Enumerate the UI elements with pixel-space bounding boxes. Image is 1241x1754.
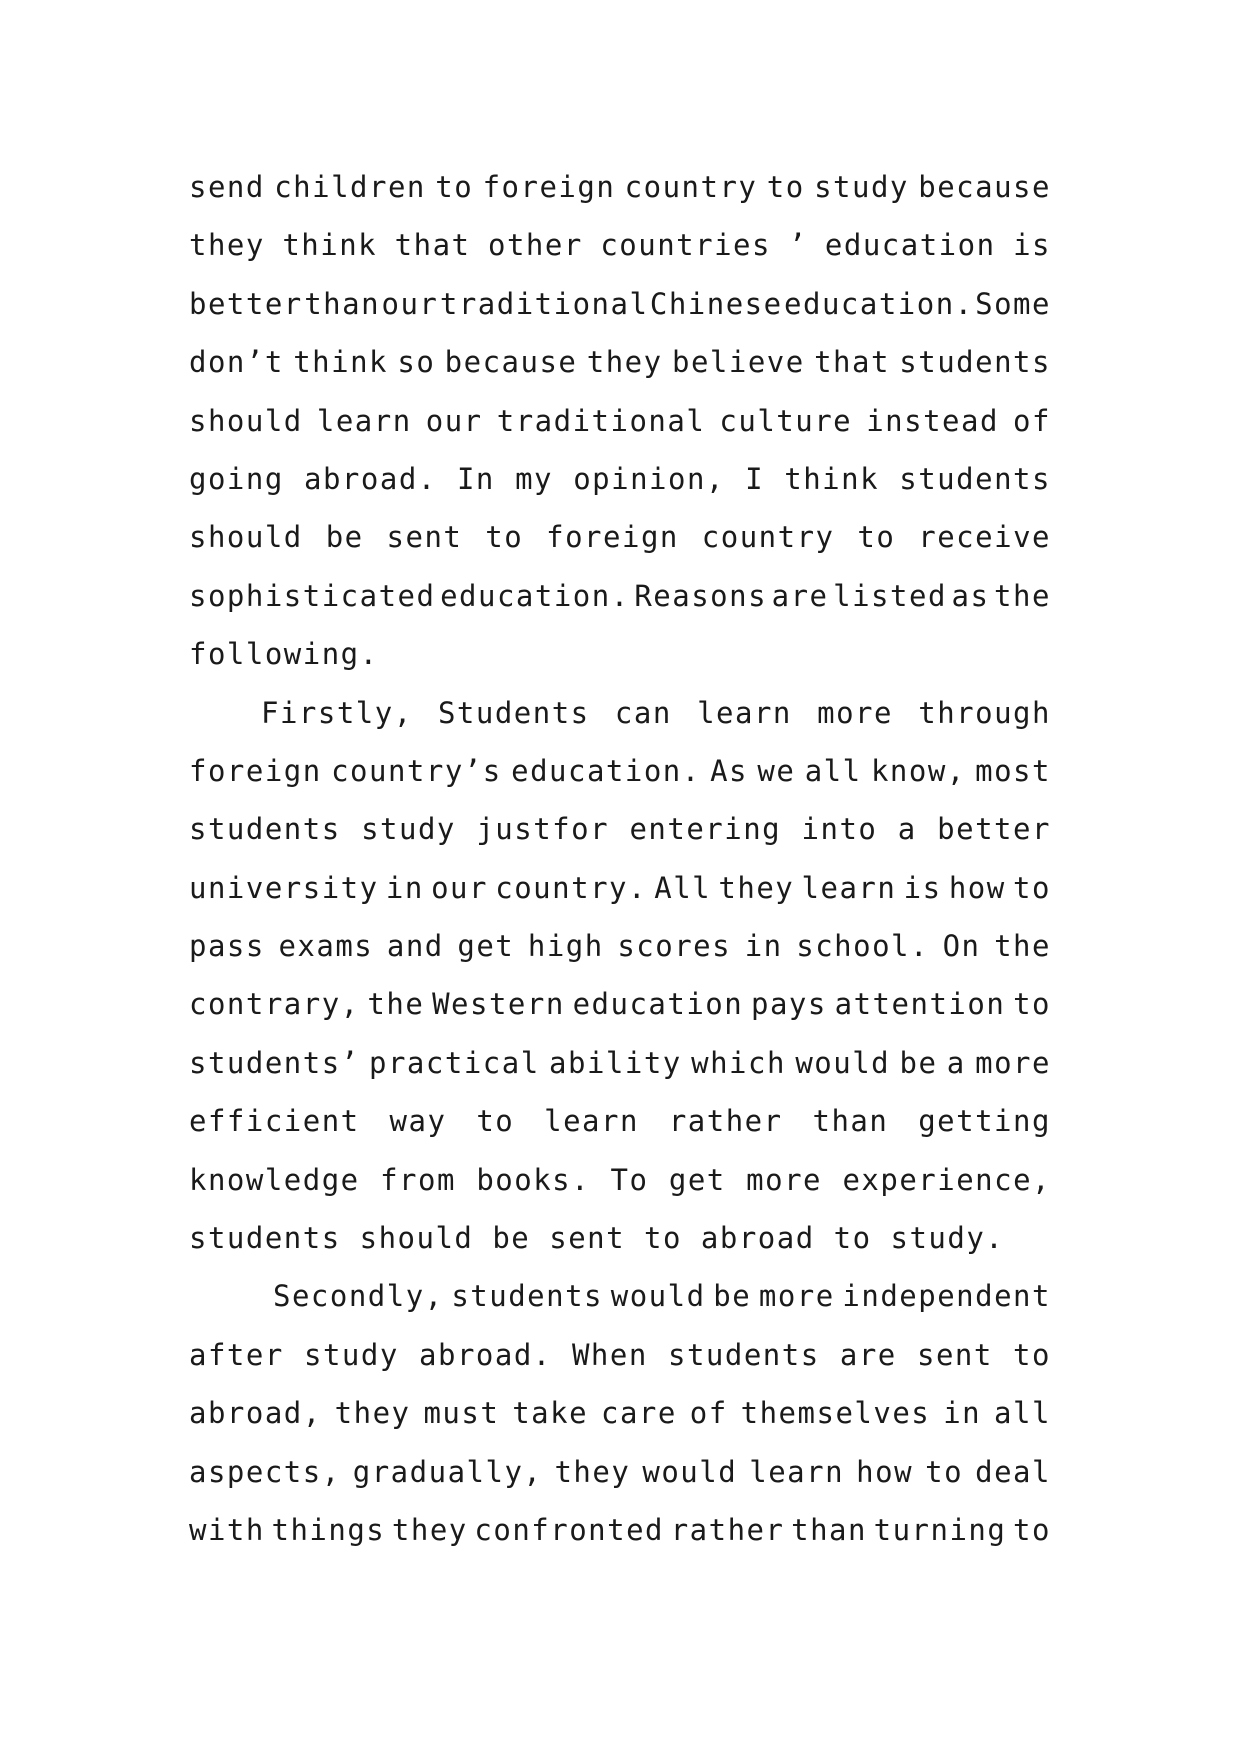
word: gradually,	[352, 1454, 543, 1489]
word: Reasons	[634, 578, 768, 613]
text-line	[189, 859, 1051, 917]
word: experience,	[842, 1162, 1051, 1197]
word: would	[642, 1454, 738, 1489]
word: our	[381, 286, 439, 321]
word: Students	[437, 695, 590, 730]
word: to	[1013, 1337, 1051, 1372]
word: turning	[873, 1512, 1007, 1547]
word: than	[304, 286, 381, 321]
text-line	[189, 1443, 1051, 1501]
word: foreign	[482, 170, 616, 204]
word: they	[586, 345, 663, 380]
word: all	[804, 753, 862, 788]
word: things	[271, 1512, 386, 1547]
word: scores	[617, 929, 732, 964]
word: culture	[719, 403, 853, 438]
text-line	[189, 1151, 1051, 1209]
word: we	[757, 753, 796, 788]
word: sophisticated	[189, 578, 436, 613]
word: way	[389, 1104, 447, 1139]
text-line	[189, 216, 1051, 274]
word: our	[431, 870, 488, 905]
text-line	[189, 1092, 1051, 1150]
word: of	[1013, 403, 1051, 438]
word: to	[1012, 1512, 1051, 1547]
word: the	[994, 929, 1051, 964]
word: through	[918, 695, 1051, 730]
word: can	[614, 695, 672, 730]
word: practical	[369, 1045, 540, 1080]
word: study	[361, 812, 456, 847]
word: how	[948, 870, 1006, 905]
word: abroad.	[419, 1337, 552, 1372]
word: aspects,	[189, 1454, 341, 1489]
word: attention	[834, 987, 1006, 1022]
word: country	[624, 170, 758, 204]
word: must	[423, 1396, 500, 1431]
word: which	[691, 1045, 786, 1080]
text-line	[189, 508, 1051, 566]
word: going	[189, 461, 284, 496]
text-line	[189, 917, 1051, 975]
word: to	[1013, 870, 1051, 905]
word: than	[812, 1104, 889, 1139]
word: country	[701, 520, 835, 555]
word: instead	[866, 403, 999, 438]
word: to	[485, 520, 524, 555]
word: is	[1013, 228, 1051, 263]
word: in	[744, 929, 783, 964]
word: so	[397, 345, 436, 380]
word: foreign	[546, 520, 679, 555]
word: foreign	[189, 753, 322, 788]
word: learn	[316, 403, 412, 438]
word: my	[515, 461, 553, 496]
word: and	[386, 929, 444, 964]
word: rather	[670, 1512, 785, 1547]
word: to	[857, 520, 896, 555]
word: sent	[386, 520, 463, 555]
text-line: students should be sent to abroad to study.	[189, 1221, 1005, 1256]
word: are	[839, 1337, 897, 1372]
word: students’	[189, 1045, 360, 1080]
word: think	[784, 461, 880, 496]
text-line	[189, 742, 1051, 800]
word: receive	[918, 520, 1051, 555]
text-line	[189, 1501, 1051, 1559]
word: country.	[495, 870, 647, 905]
word: traditional	[439, 286, 649, 321]
word: students	[899, 461, 1051, 496]
word: they	[554, 1454, 631, 1489]
word: they	[391, 1512, 468, 1547]
word: as	[951, 578, 990, 613]
word: to	[1013, 987, 1051, 1022]
word: think	[282, 228, 378, 263]
word: contrary,	[189, 987, 360, 1022]
word: would	[795, 1045, 891, 1080]
word: In	[456, 461, 495, 496]
word: in	[385, 870, 424, 905]
word: When	[571, 1337, 648, 1372]
word: a	[946, 1045, 966, 1080]
word: more	[817, 695, 893, 730]
word: because	[444, 345, 578, 380]
word: our	[425, 403, 483, 438]
word: independent	[842, 1279, 1051, 1314]
paragraph-3	[189, 1267, 1051, 1559]
word: university	[189, 870, 379, 905]
word: high	[527, 929, 604, 964]
word: send	[189, 170, 265, 204]
word: traditional	[496, 403, 706, 438]
word: believe	[671, 345, 805, 380]
word: education.	[784, 286, 974, 321]
word: after	[189, 1337, 284, 1372]
word: all	[994, 1396, 1051, 1431]
word: abroad.	[304, 461, 437, 496]
word: don’t	[189, 345, 284, 380]
word: get	[457, 929, 515, 964]
word: study	[304, 1337, 399, 1372]
word: exams	[278, 929, 374, 964]
word: to	[766, 170, 805, 204]
word: they	[334, 1396, 411, 1431]
word: to	[925, 1454, 964, 1489]
text-line	[189, 450, 1051, 508]
word: the	[367, 987, 425, 1022]
word: think	[293, 345, 388, 380]
word: take	[512, 1396, 589, 1431]
word: be	[325, 520, 364, 555]
essay-body	[189, 158, 1051, 1559]
word: themselves	[740, 1396, 931, 1431]
word: learn	[801, 870, 897, 905]
word: learn	[749, 1454, 845, 1489]
word: listed	[833, 578, 947, 613]
word: entering	[629, 812, 782, 847]
text-line	[189, 1267, 1051, 1325]
word: To	[610, 1162, 649, 1197]
text-line	[189, 158, 1051, 216]
word: ability	[549, 1045, 682, 1080]
word: students	[899, 345, 1051, 380]
word: that	[814, 345, 890, 380]
word: a	[897, 812, 917, 847]
text-line	[189, 800, 1051, 858]
word: As	[710, 753, 749, 788]
word: better	[937, 812, 1051, 847]
paragraph-1	[189, 158, 1051, 684]
text-line	[189, 1326, 1051, 1384]
word: into	[801, 812, 878, 847]
word: be	[899, 1045, 938, 1080]
word: most	[975, 753, 1051, 788]
word: All	[654, 870, 712, 905]
word: Secondly,	[273, 1279, 444, 1314]
word: more	[746, 1162, 823, 1197]
word: to	[435, 170, 474, 204]
word: justfor	[476, 812, 610, 847]
text-line	[189, 1034, 1051, 1092]
word: they	[189, 228, 265, 263]
word: ’	[788, 228, 808, 263]
word: learn	[697, 695, 792, 730]
word: sent	[916, 1337, 993, 1372]
word: pass	[189, 929, 265, 964]
word: other	[488, 228, 583, 263]
text-line	[189, 275, 1051, 333]
word: with	[189, 1512, 265, 1547]
word: should	[189, 403, 303, 438]
text-line	[189, 975, 1051, 1033]
word: getting	[918, 1104, 1051, 1139]
word: Some	[975, 286, 1051, 321]
word: the	[994, 578, 1051, 613]
word: opinion,	[573, 461, 725, 496]
word: be	[713, 1279, 752, 1314]
text-line	[189, 1384, 1051, 1442]
word: to	[476, 1104, 515, 1139]
word: pays	[751, 987, 827, 1022]
word: efficient	[189, 1104, 360, 1139]
paragraph-2	[189, 684, 1051, 1268]
word: rather	[668, 1104, 783, 1139]
word: education	[572, 987, 744, 1022]
text-line	[189, 333, 1051, 391]
text-line	[189, 684, 1051, 742]
word: education.	[511, 753, 701, 788]
word: students	[668, 1337, 820, 1372]
word: education	[824, 228, 996, 263]
word: Firstly,	[261, 695, 413, 730]
text-line: following.	[189, 637, 379, 672]
word: that	[394, 228, 471, 263]
word: in	[943, 1396, 982, 1431]
word: know,	[870, 753, 966, 788]
word: Western	[432, 987, 565, 1022]
word: is	[903, 870, 942, 905]
word: get	[668, 1162, 726, 1197]
word: students	[451, 1279, 604, 1314]
word: deal	[975, 1454, 1051, 1489]
word: books.	[476, 1162, 591, 1197]
word: I	[745, 461, 765, 496]
word: better	[189, 286, 303, 321]
word: learn	[544, 1104, 639, 1139]
word: more	[975, 1045, 1051, 1080]
word: should	[189, 520, 303, 555]
word: study	[814, 170, 909, 204]
word: more	[758, 1279, 835, 1314]
word: confronted	[474, 1512, 665, 1547]
word: abroad,	[189, 1396, 322, 1431]
word: of	[689, 1396, 728, 1431]
word: knowledge	[189, 1162, 360, 1197]
text-line	[189, 392, 1051, 450]
word: than	[791, 1512, 867, 1547]
word: countries	[600, 228, 771, 263]
word: country’s	[331, 753, 502, 788]
word: students	[189, 812, 341, 847]
word: would	[610, 1279, 706, 1314]
word: children	[274, 170, 426, 204]
word: are	[771, 578, 829, 613]
word: Chinese	[649, 286, 783, 321]
word: On	[942, 929, 981, 964]
word: care	[601, 1396, 677, 1431]
word: because	[918, 170, 1051, 204]
word: they	[718, 870, 795, 905]
word: from	[380, 1162, 456, 1197]
word: school.	[796, 929, 929, 964]
word: education.	[440, 578, 630, 613]
text-line	[189, 567, 1051, 625]
word: how	[856, 1454, 914, 1489]
